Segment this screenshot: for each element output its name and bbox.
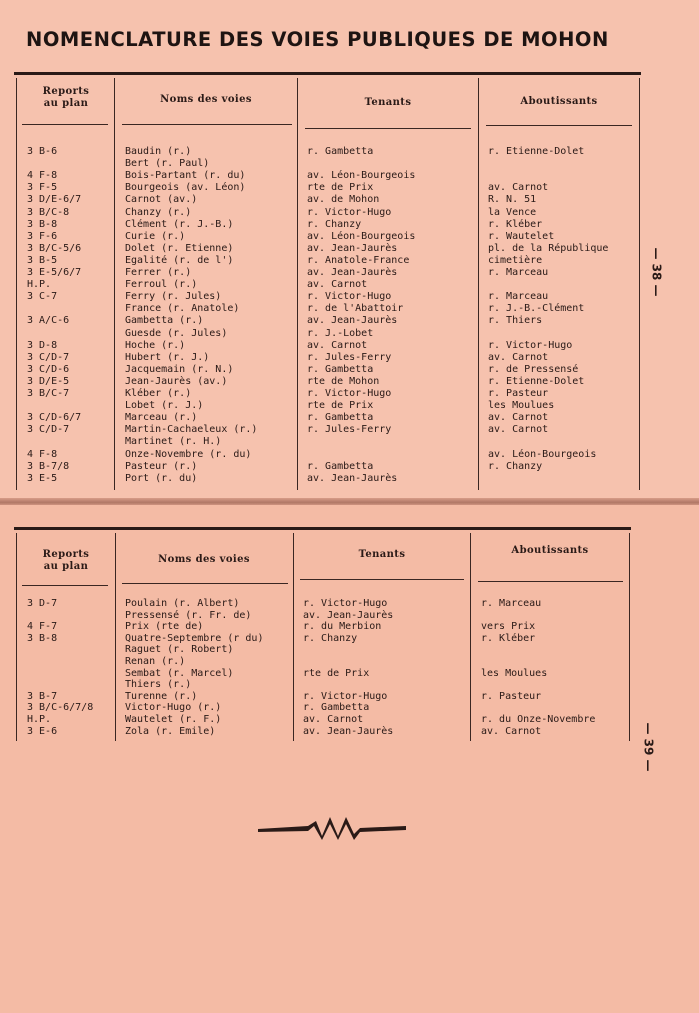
plan-reference: 4 F-8 [27,448,58,460]
plan-reference: 3 E-5/6/7 [27,267,82,278]
header-reports: Reports au plan [42,549,90,572]
table-row [0,436,699,448]
tenants-value: r. Victor-Hugo [307,291,392,303]
street-name: Sembat (r. Marcel) [125,667,234,679]
tenants-value: av. Jean-Jaurès [307,267,398,278]
street-name: France (r. Anatole) [125,303,240,315]
page-38 [0,0,699,500]
tenants-value: r. Victor-Hugo [307,388,392,399]
plan-reference: 3 D-7 [27,598,58,609]
aboutissants-value: r. de Pressensé [488,363,579,375]
street-name: Gambetta (r.) [125,315,204,327]
street-name: Ferroul (r.) [125,279,198,291]
zigzag-ornament-icon [256,812,408,842]
plan-reference: 3 B-8 [27,218,58,230]
plan-reference: 3 C/D-6 [27,363,70,375]
table-row [0,424,699,436]
plan-reference: H.P. [27,714,52,725]
plan-reference: 3 F-6 [27,230,58,242]
tenants-value: r. Gambetta [307,146,374,157]
table-row [0,633,699,645]
street-name: Quatre-Septembre (r du) [125,632,264,644]
header-underline-4 [486,125,632,126]
header-underline-2 [122,124,292,125]
street-name: Zola (r. Emile) [125,725,216,737]
tenants-value: r. de l'Abattoir [307,303,404,315]
header-reports: Reports au plan [42,86,90,109]
tenants-value: r. Anatole-France [307,254,410,266]
tenants-value: r. Gambetta [307,460,374,472]
plan-reference: 3 B-7 [27,690,58,702]
street-name: Port (r. du) [125,472,198,484]
aboutissants-value: r. Thiers [488,315,543,327]
aboutissants-value: av. Carnot [488,412,549,424]
plan-reference: 3 D/E-5 [27,375,70,387]
plan-reference: 3 B-8 [27,632,58,644]
header-noms: Noms des voies [160,94,252,105]
table-row [0,315,699,327]
table-row [0,328,699,340]
aboutissants-value: r. Kléber [481,632,536,644]
plan-reference: 3 F-5 [27,182,58,194]
aboutissants-value: r. Etienne-Dolet [488,375,585,387]
table-row [0,473,699,485]
tenants-value: r. Gambetta [307,412,374,424]
tenants-value: r. du Merbion [303,621,382,633]
table-row [0,291,699,303]
table-row [0,702,699,714]
plan-reference: 3 B/C-6/7/8 [27,702,94,714]
tenants-value: r. Victor-Hugo [303,690,388,702]
tenants-value: av. Carnot [307,279,368,291]
street-name: Renan (r.) [125,656,186,667]
table-row [0,364,699,376]
table-row [0,691,699,703]
table-row [0,610,699,622]
table-row [0,303,699,315]
street-name: Ferry (r. Jules) [125,291,222,303]
tenants-value: av. Jean-Jaurès [303,609,394,621]
street-name: Jacquemain (r. N.) [125,363,234,375]
aboutissants-value: r. J.-B.-Clément [488,303,585,315]
street-name: Guesde (r. Jules) [125,327,228,339]
street-name: Martinet (r. H.) [125,436,222,448]
plan-reference: 3 B/C-7 [27,388,70,399]
aboutissants-value: av. Carnot [488,351,549,363]
street-name: Martin-Cachaeleux (r.) [125,424,258,436]
table-row [0,182,699,194]
table-row [0,621,699,633]
aboutissants-value: les Moulues [488,400,555,412]
table-row [0,714,699,726]
tenants-value: r. Jules-Ferry [307,424,392,436]
tenants-value: r. J.-Lobet [307,327,374,339]
table-row [0,158,699,170]
table-row [0,219,699,231]
aboutissants-value: pl. de la République [488,242,609,254]
aboutissants-value: la Vence [488,206,537,218]
street-name: Jean-Jaurès (av.) [125,375,228,387]
street-name: Victor-Hugo (r.) [125,702,222,714]
header-underline-1 [22,585,108,586]
page-title: NOMENCLATURE DES VOIES PUBLIQUES DE MOHON [26,28,609,51]
table-row [0,243,699,255]
header-tenants: Tenants [358,549,406,560]
tenants-value: av. Jean-Jaurès [307,472,398,484]
aboutissants-value: r. Pasteur [481,690,542,702]
header-aboutissants: Aboutissants [520,96,598,107]
aboutissants-value: r. Chanzy [488,460,543,472]
plan-reference: 4 F-8 [27,170,58,182]
aboutissants-value: r. du Onze-Novembre [481,714,596,725]
aboutissants-value: R. N. 51 [488,194,537,206]
page-39 [0,505,699,1013]
aboutissants-value: r. Marceau [488,267,549,278]
table-row [0,279,699,291]
header-underline-3 [300,579,464,580]
table-row [0,352,699,364]
tenants-value: r. Gambetta [307,363,374,375]
street-name: Baudin (r.) [125,146,192,157]
header-underline-2 [122,583,288,584]
tenants-value: av. Léon-Bourgeois [307,170,416,182]
table-row [0,644,699,656]
page-number: — 38 — [649,247,664,297]
aboutissants-value: vers Prix [481,621,536,633]
street-name: Egalité (r. de l') [125,254,234,266]
table-row [0,400,699,412]
tenants-value: rte de Mohon [307,375,380,387]
plan-reference: 3 C/D-6/7 [27,412,82,424]
plan-reference: 3 B-7/8 [27,460,70,472]
table-row [0,598,699,610]
street-name: Bois-Partant (r. du) [125,170,246,182]
street-name: Pressensé (r. Fr. de) [125,609,252,621]
plan-reference: 4 F-7 [27,621,58,633]
street-name: Pasteur (r.) [125,460,198,472]
tenants-value: r. Victor-Hugo [307,206,392,218]
aboutissants-value: cimetière [488,254,543,266]
street-name: Turenne (r.) [125,690,198,702]
header-tenants: Tenants [364,97,412,108]
plan-reference: 3 E-6 [27,725,58,737]
title-rule [14,72,641,75]
table-row [0,194,699,206]
table-row [0,679,699,691]
table-row [0,412,699,424]
table-row [0,207,699,219]
table-row [0,461,699,473]
street-name: Kléber (r.) [125,388,192,399]
tenants-value: av. de Mohon [307,194,380,206]
tenants-value: r. Chanzy [307,218,362,230]
plan-reference: 3 A/C-6 [27,315,70,327]
tenants-value: av. Carnot [303,714,364,725]
aboutissants-value: r. Victor-Hugo [488,339,573,351]
tenants-value: r. Victor-Hugo [303,598,388,609]
table-row [0,340,699,352]
header-underline-4 [478,581,623,582]
table-row [0,656,699,668]
street-name: Curie (r.) [125,230,186,242]
table-row [0,668,699,680]
plan-reference: 3 E-5 [27,472,58,484]
table-row [0,170,699,182]
aboutissants-value: r. Marceau [481,598,542,609]
page-number: — 39 — [641,722,656,772]
table-row [0,267,699,279]
plan-reference: 3 C/D-7 [27,351,70,363]
aboutissants-value: av. Carnot [488,424,549,436]
street-name: Ferrer (r.) [125,267,192,278]
street-name: Prix (rte de) [125,621,204,633]
plan-reference: 3 C/D-7 [27,424,70,436]
table-row [0,255,699,267]
street-name: Hubert (r. J.) [125,351,210,363]
table-row [0,726,699,738]
aboutissants-value: r. Pasteur [488,388,549,399]
tenants-value: r. Gambetta [303,702,370,714]
plan-reference: 3 B/C-8 [27,206,70,218]
plan-reference: 3 D/E-6/7 [27,194,82,206]
table-row [0,449,699,461]
header-noms: Noms des voies [158,554,250,565]
street-name: Marceau (r.) [125,412,198,424]
street-name: Dolet (r. Etienne) [125,242,234,254]
street-name: Chanzy (r.) [125,206,192,218]
street-name: Bourgeois (av. Léon) [125,182,246,194]
tenants-value: av. Jean-Jaurès [303,725,394,737]
plan-reference: 3 C-7 [27,291,58,303]
street-name: Bert (r. Paul) [125,158,210,170]
tenants-value: av. Léon-Bourgeois [307,230,416,242]
tenants-value: av. Jean-Jaurès [307,315,398,327]
header-aboutissants: Aboutissants [511,545,589,556]
table-row [0,388,699,400]
street-name: Hoche (r.) [125,339,186,351]
street-name: Wautelet (r. F.) [125,714,222,725]
aboutissants-value: r. Etienne-Dolet [488,146,585,157]
aboutissants-value: av. Léon-Bourgeois [488,448,597,460]
street-name: Carnot (av.) [125,194,198,206]
top-rule [14,527,631,530]
tenants-value: r. Chanzy [303,632,358,644]
plan-reference: 3 B-5 [27,254,58,266]
plan-reference: 3 B-6 [27,146,58,157]
street-name: Onze-Novembre (r. du) [125,448,252,460]
plan-reference: H.P. [27,279,52,291]
street-name: Clément (r. J.-B.) [125,218,234,230]
street-name: Thiers (r.) [125,679,192,691]
tenants-value: av. Carnot [307,339,368,351]
aboutissants-value: r. Marceau [488,291,549,303]
aboutissants-value: av. Carnot [488,182,549,194]
table-row [0,376,699,388]
aboutissants-value: av. Carnot [481,725,542,737]
street-name: Raguet (r. Robert) [125,644,234,656]
aboutissants-value: r. Wautelet [488,230,555,242]
plan-reference: 3 D-8 [27,339,58,351]
aboutissants-value: les Moulues [481,667,548,679]
street-name: Poulain (r. Albert) [125,598,240,609]
plan-reference: 3 B/C-5/6 [27,242,82,254]
header-underline-3 [305,128,471,129]
table-row [0,231,699,243]
tenants-value: rte de Prix [307,182,374,194]
aboutissants-value: r. Kléber [488,218,543,230]
tenants-value: r. Jules-Ferry [307,351,392,363]
tenants-value: rte de Prix [303,667,370,679]
tenants-value: rte de Prix [307,400,374,412]
header-underline-1 [22,124,108,125]
street-name: Lobet (r. J.) [125,400,204,412]
table-row [0,146,699,158]
tenants-value: av. Jean-Jaurès [307,242,398,254]
